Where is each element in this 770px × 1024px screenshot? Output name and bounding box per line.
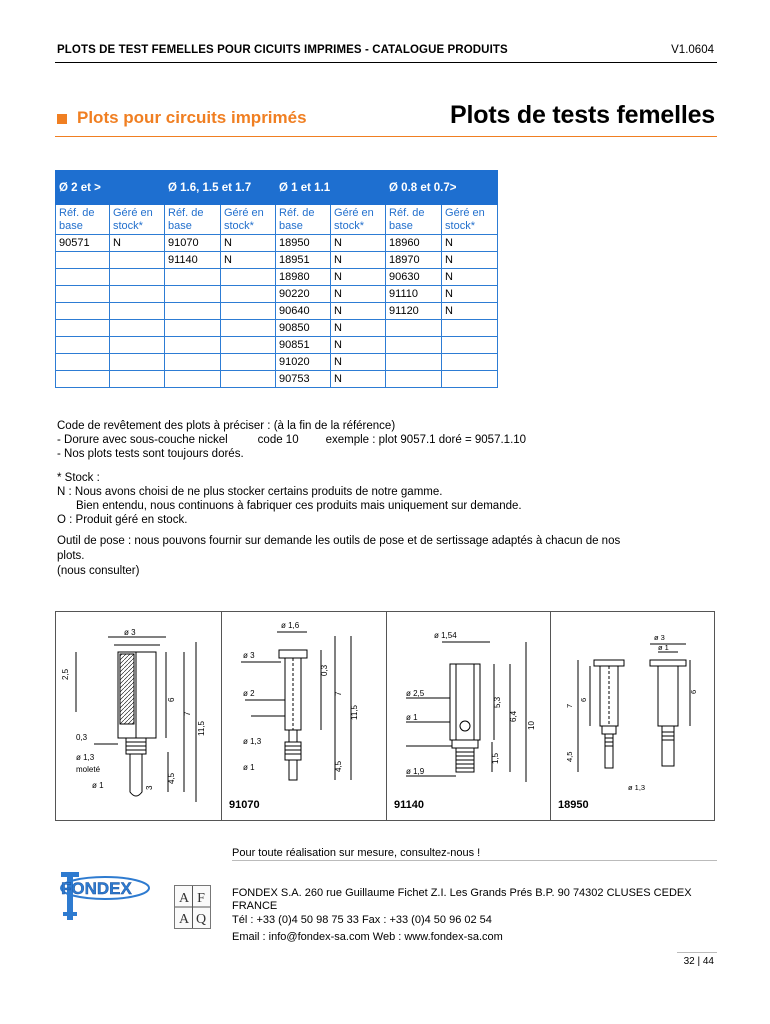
table-cell [221,371,276,388]
table-cell [442,320,498,337]
table-cell: 90850 [276,320,331,337]
table-cell: 90851 [276,337,331,354]
table-cell [56,269,110,286]
drawing-1 [56,612,221,820]
table-cell [110,286,165,303]
table-cell: 18950 [276,235,331,252]
table-cell [165,354,221,371]
table-cell [165,320,221,337]
table-cell: N [331,303,386,320]
tool-line-2: plots. [57,550,85,562]
dim-label: 0,3 [76,733,88,742]
table-cell: 91120 [386,303,442,320]
coating-intro: Code de revêtement des plots à préciser : (à la fin de la référence) [57,420,396,432]
table-row [56,371,498,388]
col-header-stock: Géré en stock* [110,205,165,235]
col-header-ref: Réf. de base [56,205,110,235]
col-header-ref: Réf. de base [276,205,331,235]
table-cell [56,286,110,303]
table-row [56,320,498,337]
table-cell [386,320,442,337]
table-cell: N [331,320,386,337]
table-cell [56,337,110,354]
dim-label: ø 3 [654,633,665,642]
drawing-18950-svg [550,612,716,820]
dim-label: 6 [167,697,176,702]
dim-label: ø 1,9 [406,767,425,776]
afaq-icon [175,886,210,928]
table-cell: N [331,286,386,303]
dim-label: 10 [527,721,536,730]
table-cell [56,354,110,371]
svg-text:A: A [178,891,190,906]
table-cell: N [331,269,386,286]
tool-notes [57,534,620,579]
always-gold-note: - Nos plots tests sont toujours dorés. [57,448,244,460]
table-cell [442,371,498,388]
footer-divider [232,860,717,861]
table-cell [386,371,442,388]
header-divider [55,62,717,63]
dim-label: ø 1,3 [628,783,646,792]
drawing-91070 [221,612,386,820]
dim-label: ø 3 [243,651,255,660]
dim-label: ø 1 [406,713,418,722]
section-divider [55,136,717,137]
table-cell: 18970 [386,252,442,269]
table-cell [442,354,498,371]
table-cell: N [221,235,276,252]
coating-gold-line [57,433,526,447]
table-cell [165,269,221,286]
page-number-divider [677,952,717,953]
group-header: Ø 1.6, 1.5 et 1.7 [165,171,276,205]
svg-text:A: A [178,912,190,927]
table-row [56,286,498,303]
dim-label: ø 2,5 [406,689,425,698]
drawing-label: 91070 [229,799,260,811]
drawing-1-svg [56,612,221,820]
afaq-logo [174,885,211,929]
group-header: Ø 2 et > [56,171,165,205]
product-table [55,170,498,388]
dim-label: 7 [183,711,192,716]
custom-request-note: Pour toute réalisation sur mesure, consultez-nous ! [232,847,481,859]
table-cell: N [442,252,498,269]
email-web-line: Email : info@fondex-sa.com Web : www.fondex-sa.com [232,931,503,943]
table-cell: N [221,252,276,269]
tool-line-1: Outil de pose : nous pouvons fournir sur demande les outils de pose et de sertissage adaptés à chacun de nos [57,535,621,547]
table-row [56,269,498,286]
table-cell [110,303,165,320]
dim-label: ø 1,3 [76,753,95,762]
table-cell: N [331,371,386,388]
table-cell: N [110,235,165,252]
table-cell: 18951 [276,252,331,269]
address-line: FONDEX S.A. 260 rue Guillaume Fichet Z.I. Les Grands Prés B.P. 90 74302 CLUSES CEDEX [232,887,692,899]
gold-label: - Dorure avec sous-couche nickel [57,434,228,446]
document-header-title: PLOTS DE TEST FEMELLES POUR CICUITS IMPRIMES - CATALOGUE PRODUITS [57,44,508,56]
stock-title: * Stock : [57,472,100,484]
table-cell: N [442,303,498,320]
stock-o-line: O : Produit géré en stock. [57,514,188,526]
col-header-ref: Réf. de base [165,205,221,235]
gold-example: exemple : plot 9057.1 doré = 9057.1.10 [325,434,527,446]
table-cell: N [331,354,386,371]
table-cell [386,337,442,354]
dim-label: 3 [145,785,154,790]
country-line: FRANCE [232,900,278,912]
dim-label: 6 [579,697,588,702]
dim-label: ø 1 [92,781,104,790]
table-cell: 90220 [276,286,331,303]
dim-label: 4,5 [167,772,176,784]
drawing-91070-svg [221,612,386,820]
tool-line-3: (nous consulter) [57,565,140,577]
table-cell: 18960 [386,235,442,252]
table-row [56,252,498,269]
dim-label: ø 1,6 [281,621,300,630]
table-cell [56,320,110,337]
group-header: Ø 1 et 1.1 [276,171,386,205]
stock-n-line-2: Bien entendu, nous continuons à fabriquer ces produits mais uniquement sur demande. [76,500,522,512]
table-row [56,337,498,354]
col-header-stock: Géré en stock* [442,205,498,235]
section-bullet-icon [57,114,67,124]
fondex-logo-icon [55,866,153,930]
drawing-91140 [386,612,550,820]
technical-drawings-panel [55,611,715,821]
table-cell: 91070 [165,235,221,252]
table-cell [221,354,276,371]
col-header-ref: Réf. de base [386,205,442,235]
table-row [56,303,498,320]
table-cell: N [331,235,386,252]
table-cell [165,303,221,320]
stock-n-line: N : Nous avons choisi de ne plus stocker certains produits de notre gamme. [57,486,443,498]
table-cell [56,252,110,269]
table-cell [56,303,110,320]
table-cell: 90753 [276,371,331,388]
dim-label: ø 1,3 [243,737,262,746]
dim-label: 0,3 [320,664,329,676]
table-cell: 90630 [386,269,442,286]
table-cell: N [442,286,498,303]
drawing-91140-svg [386,612,550,820]
dim-label: 11,5 [197,721,206,736]
group-header: Ø 0.8 et 0.7> [386,171,498,205]
table-cell [442,337,498,354]
table-cell [110,371,165,388]
table-cell [110,269,165,286]
dim-label: 2,5 [61,668,70,680]
table-cell [221,269,276,286]
coating-notes [57,419,526,461]
table-cell: 91110 [386,286,442,303]
fondex-logo [55,866,153,930]
dim-label: 1,5 [491,752,500,764]
company-address [232,887,692,913]
dim-label: 7 [565,703,574,708]
dim-label: ø 1 [243,763,255,772]
dim-label: 7 [334,691,343,696]
table-cell [221,320,276,337]
dim-label: moleté [76,765,101,774]
table-cell [221,303,276,320]
table-cell: 91020 [276,354,331,371]
table-row [56,354,498,371]
dim-label: 4,5 [334,760,343,772]
table-cell: N [442,235,498,252]
table-cell: N [331,337,386,354]
drawing-label: 91140 [394,799,424,811]
dim-label: 11,5 [350,705,359,720]
table-row [56,235,498,252]
table-cell [386,354,442,371]
table-cell: N [442,269,498,286]
table-column-header [56,205,498,235]
logo-wordmark: FONDEX [61,879,132,898]
dim-label: ø 1 [658,643,669,652]
drawing-label: 18950 [558,799,589,811]
table-cell: 90640 [276,303,331,320]
table-cell [221,337,276,354]
stock-notes [57,471,522,527]
table-cell: 18980 [276,269,331,286]
svg-text:Q: Q [195,912,207,927]
col-header-stock: Géré en stock* [221,205,276,235]
table-cell [221,286,276,303]
dim-label: 4,5 [565,751,574,762]
section-title-right: Plots de tests femelles [450,101,715,129]
table-cell [165,337,221,354]
phone-line: Tél : +33 (0)4 50 98 75 33 Fax : +33 (0)4 50 96 02 54 [232,914,492,926]
svg-text:F: F [197,891,205,906]
col-header-stock: Géré en stock* [331,205,386,235]
page-number: 32 | 44 [683,956,714,967]
dim-label: 6,4 [509,710,518,722]
dim-label: ø 3 [124,628,136,637]
drawing-18950 [550,612,716,820]
dim-label: ø 2 [243,689,255,698]
dim-label: ø 1,54 [434,631,457,640]
table-cell [110,320,165,337]
table-cell [110,252,165,269]
section-title-left: Plots pour circuits imprimés [77,108,307,127]
dim-label: 5,3 [493,696,502,708]
table-cell: N [331,252,386,269]
table-cell [56,371,110,388]
table-group-header [56,171,498,205]
dim-label: 6 [689,689,698,694]
table-cell [110,354,165,371]
table-cell [110,337,165,354]
gold-code: code 10 [257,434,299,446]
table-cell [165,286,221,303]
document-version: V1.0604 [671,44,714,56]
table-cell: 91140 [165,252,221,269]
table-cell: 90571 [56,235,110,252]
table-cell [165,371,221,388]
